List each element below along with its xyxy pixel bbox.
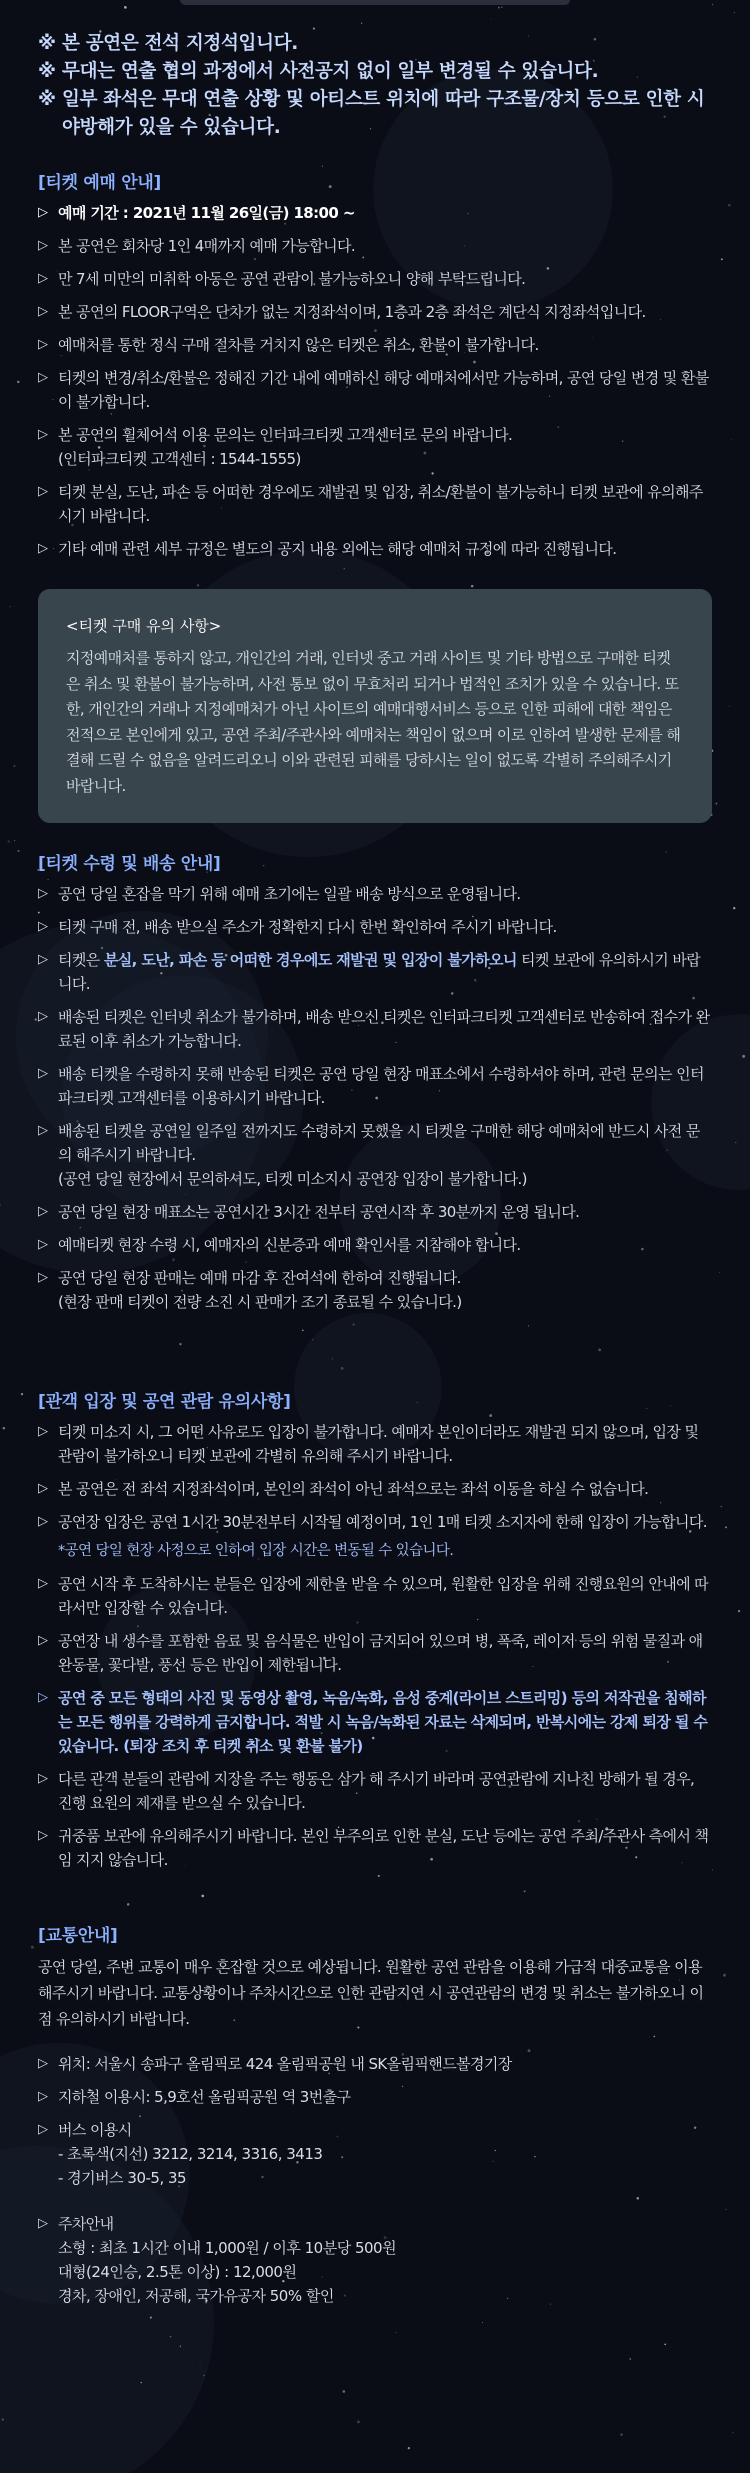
list-item: ▷ 배송 티켓을 수령하지 못해 반송된 티켓은 공연 당일 현장 매표소에서 수령하셔야 하며, 관련 문의는 인터파크티켓 고객센터를 이용하시기 바랍니다. [38, 1062, 712, 1110]
section-title-delivery: [티켓 수령 및 배송 안내] [38, 854, 221, 874]
bullet-icon: ▷ [38, 1690, 48, 1705]
bullet-icon: ▷ [38, 238, 48, 253]
list-item: ▷ 공연 시작 후 도착하시는 분들은 입장에 제한을 받을 수 있으며, 원활한 입장을 위해 진행요원의 안내에 따라서만 입장할 수 있습니다. [38, 1572, 712, 1620]
notice-mark: ※ [38, 33, 56, 54]
list-item: ▷ 만 7세 미만의 미취학 아동은 공연 관람이 불가능하오니 양해 부탁드립니다. [38, 267, 712, 291]
list-item: ▷ 티켓의 변경/취소/환불은 정해진 기간 내에 예매하신 해당 예매처에서만 가능하며, 공연 당일 변경 및 환불이 불가합니다. [38, 366, 712, 414]
notice-mark: ※ [38, 89, 56, 110]
traffic-intro: 공연 당일, 주변 교통이 매우 혼잡할 것으로 예상됩니다. 원활한 공연 관람을 이용해 가급적 대중교통을 이용해주시기 바랍니다. 교통상황이나 주차시간으로 인한 관람지연 시 공연관람의 변경 및 취소는 불가하오니 이 점 유의하시기 바랍니다. [38, 1958, 704, 2028]
bullet-icon: ▷ [38, 1828, 48, 1843]
list-item: ▷ 공연장 내 생수를 포함한 음료 및 음식물은 반입이 금지되어 있으며 병, 폭죽, 레이저 등의 위험 물질과 애완동물, 꽃다발, 풍선 등은 반입이 제한됩니다. [38, 1629, 712, 1677]
list-item: ▷ 지하철 이용시: 5,9호선 올림픽공원 역 3번출구 [38, 2085, 712, 2109]
bullet-icon: ▷ [38, 1270, 48, 1285]
section-title-traffic: [교통안내] [38, 1926, 118, 1946]
bullet-icon: ▷ [38, 370, 48, 385]
list-item: ▷ 티켓 구매 전, 배송 받으실 주소가 정확한지 다시 한번 확인하여 주시기 바랍니다. [38, 915, 712, 939]
list-item: ▷ 티켓 미소지 시, 그 어떤 사유로도 입장이 불가합니다. 예매자 본인이더라도 재발권 되지 않으며, 입장 및 관람이 불가하오니 티켓 보관에 각별히 유의해 주시기 바랍니다. [38, 1420, 712, 1468]
bullet-icon: ▷ [38, 886, 48, 901]
list-item: ▷ 공연 당일 현장 매표소는 공연시간 3시간 전부터 공연시작 후 30분까지 운영 됩니다. [38, 1200, 712, 1224]
list-item: ▷ 기타 예매 관련 세부 규정은 별도의 공지 내용 외에는 해당 예매처 규정에 따라 진행됩니다. [38, 537, 712, 561]
list-item: ▷ 티켓 분실, 도난, 파손 등 어떠한 경우에도 재발권 및 입장, 취소/환불이 불가능하니 티켓 보관에 유의해주시기 바랍니다. [38, 480, 712, 528]
bullet-icon: ▷ [38, 1066, 48, 1081]
list-item: ▷ 위치: 서울시 송파구 올림픽로 424 올림픽공원 내 SK올림픽핸드볼경기장 [38, 2052, 712, 2076]
bullet-icon: ▷ [38, 1424, 48, 1439]
list-item: ▷ 본 공연의 휠체어석 이용 문의는 인터파크티켓 고객센터로 문의 바랍니다. (인터파크티켓 고객센터 : 1544-1555) [38, 423, 712, 471]
entry-time-note: *공연 당일 현장 사정으로 인하여 입장 시간은 변동될 수 있습니다. [58, 1543, 454, 1559]
bullet-icon: ▷ [38, 2056, 48, 2071]
bus-line: - 초록색(지선) 3212, 3214, 3316, 3413 [58, 2145, 323, 2163]
list-item: ▷ 예매티켓 현장 수령 시, 예매자의 신분증과 예매 확인서를 지참해야 합니다. [38, 1233, 712, 1257]
list-item: ▷ 공연 당일 현장 판매는 예매 마감 후 잔여석에 한하여 진행됩니다. (현장 판매 티켓이 전량 소진 시 판매가 조기 종료될 수 있습니다.) [38, 1266, 712, 1314]
bullet-icon: ▷ [38, 205, 48, 220]
bullet-icon: ▷ [38, 1237, 48, 1252]
bullet-icon: ▷ [38, 1204, 48, 1219]
bullet-icon: ▷ [38, 337, 48, 352]
list-item: ▷ 다른 관객 분들의 관람에 지장을 주는 행동은 삼가 해 주시기 바라며 공연관람에 지나친 방해가 될 경우, 진행 요원의 제재를 받으실 수 있습니다. [38, 1767, 712, 1815]
section-title-ticket: [티켓 예매 안내] [38, 173, 161, 193]
bullet-icon: ▷ [38, 1576, 48, 1591]
bullet-icon: ▷ [38, 1123, 48, 1138]
list-item: ▷ 버스 이용시 [38, 2118, 712, 2142]
parking-line: 소형 : 최초 1시간 이내 1,000원 / 이후 10분당 500원 [58, 2239, 397, 2257]
list-item: ▷ 공연장 입장은 공연 1시간 30분전부터 시작될 예정이며, 1인 1매 티켓 소지자에 한해 입장이 가능합니다. [38, 1510, 712, 1534]
bullet-icon: ▷ [38, 1009, 48, 1024]
bullet-icon: ▷ [38, 427, 48, 442]
list-item: ▷ 티켓은 분실, 도난, 파손 등 어떠한 경우에도 재발권 및 입장이 불가하오니 티켓 보관에 유의하시기 바랍니다. [38, 948, 712, 996]
list-item: ▷ 주차안내 [38, 2212, 712, 2236]
notice-line: ※ 일부 좌석은 무대 연출 상황 및 아티스트 위치에 따라 구조물/장치 등으로 인한 시야방해가 있을 수 있습니다. [38, 86, 712, 142]
notice-line: ※ 본 공연은 전석 지정석입니다. [38, 30, 712, 58]
notice-mark: ※ [38, 61, 56, 82]
list-item: ▷ 공연 당일 혼잡을 막기 위해 예매 초기에는 일괄 배송 방식으로 운영됩니다. [38, 882, 712, 906]
bullet-icon: ▷ [38, 2089, 48, 2104]
list-item: ▷ 본 공연은 회차당 1인 4매까지 예매 가능합니다. [38, 234, 712, 258]
list-item-warning: ▷ 공연 중 모든 형태의 사진 및 동영상 촬영, 녹음/녹화, 음성 중계(라이브 스트리밍) 등의 저작권을 침해하는 모든 행위를 강력하게 금지합니다. 적발 시 녹음/녹화된 자료는 삭제되며, 반복시에는 강제 퇴장 될 수 있습니다. (퇴장 조치 후 티켓 취소 및 환불 불가) [38, 1686, 712, 1758]
caution-title: <티켓 구매 유의 사항> [66, 617, 222, 635]
bullet-icon: ▷ [38, 952, 48, 967]
bullet-icon: ▷ [38, 484, 48, 499]
list-item: ▷ 본 공연의 FLOOR구역은 단차가 없는 지정좌석이며, 1층과 2층 좌석은 계단식 지정좌석입니다. [38, 300, 712, 324]
list-item: ▷ 배송된 티켓을 공연일 일주일 전까지도 수령하지 못했을 시 티켓을 구매한 해당 예매처에 반드시 사전 문의 해주시기 바랍니다. (공연 당일 현장에서 문의하셔도, 티켓 미소지시 공연장 입장이 불가합니다.) [38, 1119, 712, 1191]
list-item: ▷ 배송된 티켓은 인터넷 취소가 불가하며, 배송 받으신 티켓은 인터파크티켓 고객센터로 반송하여 접수가 완료된 이후 취소가 가능합니다. [38, 1005, 712, 1053]
bullet-icon: ▷ [38, 1481, 48, 1496]
bullet-icon: ▷ [38, 1771, 48, 1786]
notice-line: ※ 무대는 연출 협의 과정에서 사전공지 없이 일부 변경될 수 있습니다. [38, 58, 712, 86]
list-item: ▷ 예매처를 통한 정식 구매 절차를 거치지 않은 티켓은 취소, 환불이 불가합니다. [38, 333, 712, 357]
list-item: ▷ 귀중품 보관에 유의해주시기 바랍니다. 본인 부주의로 인한 분실, 도난 등에는 공연 주최/주관사 측에서 책임 지지 않습니다. [38, 1824, 712, 1872]
bullet-icon: ▷ [38, 1633, 48, 1648]
bus-line: - 경기버스 30-5, 35 [58, 2169, 187, 2187]
bullet-icon: ▷ [38, 919, 48, 934]
bullet-icon: ▷ [38, 271, 48, 286]
parking-line: 경차, 장애인, 저공해, 국가유공자 50% 할인 [58, 2287, 334, 2305]
booking-period: ▷ 예매 기간 : 2021년 11월 26일(금) 18:00 ~ [38, 201, 712, 225]
notice-block [38, 30, 712, 142]
bullet-icon: ▷ [38, 304, 48, 319]
emphasis-text: 분실, 도난, 파손 등 어떠한 경우에도 재발권 및 입장이 불가하오니 [103, 951, 517, 969]
bullet-icon: ▷ [38, 2122, 48, 2137]
section-title-entry: [관객 입장 및 공연 관람 유의사항] [38, 1392, 291, 1412]
caution-box [38, 589, 712, 823]
parking-line: 대형(24인승, 2.5톤 이상) : 12,000원 [58, 2263, 297, 2281]
list-item: ▷ 본 공연은 전 좌석 지정좌석이며, 본인의 좌석이 아닌 좌석으로는 좌석 이동을 하실 수 없습니다. [38, 1477, 712, 1501]
bullet-icon: ▷ [38, 2216, 48, 2231]
bullet-icon: ▷ [38, 541, 48, 556]
caution-body: 지정예매처를 통하지 않고, 개인간의 거래, 인터넷 중고 거래 사이트 및 기타 방법으로 구매한 티켓은 취소 및 환불이 불가능하며, 사전 통보 없이 무효처리 되거나 법적인 조치가 있을 수 있습니다. 또한, 개인간의 거래나 지정예매처가 아닌 사이트의 예매대행서비스 등으로 인한 피해에 대한 책임은 전적으로 본인에게 있고, 공연 주최/주관사와 예매처는 책임이 없으며 이로 인하여 발생한 문제를 해결해 드릴 수 없음을 알려드리오니 이와 관련된 피해를 당하시는 일이 없도록 각별히 주의해주시기 바랍니다. [66, 649, 681, 795]
bullet-icon: ▷ [38, 1514, 48, 1529]
